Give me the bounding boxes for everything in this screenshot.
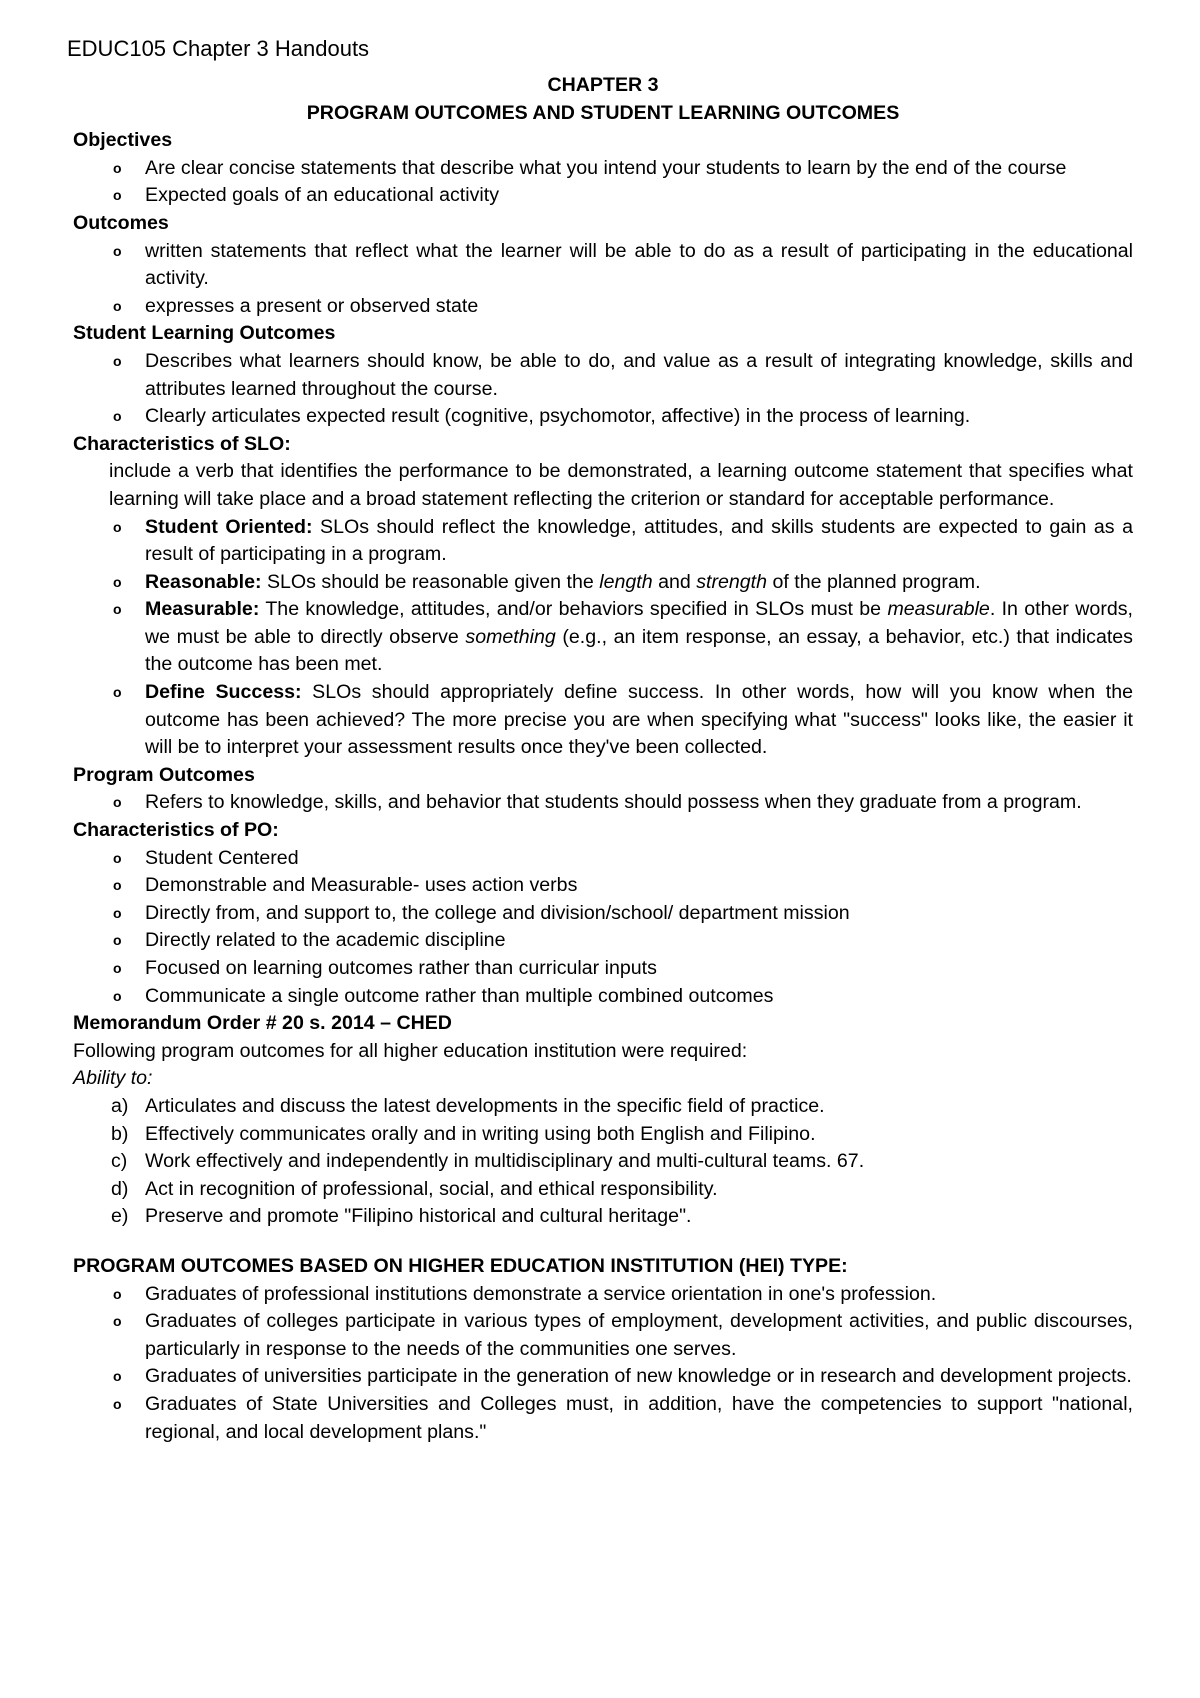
bullet-icon: o xyxy=(113,297,122,314)
list-item: o Graduates of State Universities and Colleges must, in addition, have the competencies to support "national, regional, and local development plans." xyxy=(113,1392,1133,1443)
bullet-icon: o xyxy=(113,960,122,976)
term-define-success: Define Success: xyxy=(145,681,302,704)
list-item: o expresses a present or observed state xyxy=(73,293,1133,321)
list-item: a) Articulates and discuss the latest developments in the specific field of practice. xyxy=(73,1093,1133,1121)
memo-intro: Following program outcomes for all higher education institution were required: xyxy=(73,1039,748,1062)
list-letter: c) xyxy=(111,1150,128,1173)
list-letter: d) xyxy=(111,1177,129,1200)
list-item: o Focused on learning outcomes rather than curricular inputs xyxy=(73,955,1133,983)
document-body xyxy=(73,72,1133,1446)
term-student-oriented: Student Oriented: xyxy=(145,515,313,538)
list-item: c) Work effectively and independently in multidisciplinary and multi-cultural teams. 67. xyxy=(73,1148,1133,1176)
bullet-icon: o xyxy=(113,877,122,894)
term-reasonable: Reasonable: xyxy=(145,570,262,593)
bullet-icon: o xyxy=(113,904,122,921)
slo-list xyxy=(73,348,1133,431)
list-item: o Student Centered xyxy=(73,845,1133,873)
memo-heading: Memorandum Order # 20 s. 2014 – CHED xyxy=(73,1012,452,1035)
hei-list xyxy=(73,1281,1133,1447)
list-item: o Measurable: The knowledge, attitudes, and/or behaviors specified in SLOs must be measurable. In other words, we must be able to directly observe something (e.g., an item response, an essay, a behavior, etc.) that indicates the outcome has been met. xyxy=(113,598,1133,676)
list-item: o Student Oriented: SLOs should reflect the knowledge, attitudes, and skills students are expected to gain as a result of participating in a program. xyxy=(113,515,1133,566)
program-outcomes-list xyxy=(73,789,1133,817)
bullet-icon: o xyxy=(113,518,122,535)
bullet-icon: o xyxy=(113,601,122,618)
bullet-icon: o xyxy=(113,987,122,1004)
bullet-icon: o xyxy=(113,352,122,369)
bullet-icon: o xyxy=(113,932,122,949)
bullet-icon: o xyxy=(113,1285,122,1302)
list-item: o Describes what learners should know, be able to do, and value as a result of integrating knowledge, skills and attributes learned throughout the course. xyxy=(113,349,1133,400)
list-item: e) Preserve and promote "Filipino historical and cultural heritage". xyxy=(73,1203,1133,1231)
list-item: d) Act in recognition of professional, social, and ethical responsibility. xyxy=(73,1176,1133,1204)
list-item: o Directly related to the academic discipline xyxy=(73,927,1133,955)
outcomes-heading: Outcomes xyxy=(73,211,169,234)
list-item: o Graduates of professional institutions demonstrate a service orientation in one's profession. xyxy=(73,1281,1133,1309)
list-item: b) Effectively communicates orally and in writing using both English and Filipino. xyxy=(73,1121,1133,1149)
bullet-icon: o xyxy=(113,684,122,701)
list-item: o Refers to knowledge, skills, and behavior that students should possess when they graduate from a program. xyxy=(73,789,1133,817)
bullet-icon: o xyxy=(113,1368,122,1385)
objectives-heading: Objectives xyxy=(73,129,173,152)
list-item: o written statements that reflect what the learner will be able to do as a result of participating in the educational activity. xyxy=(113,239,1133,290)
slo-characteristics-list xyxy=(73,514,1133,762)
memo-ability: Ability to: xyxy=(73,1067,153,1090)
list-item: o Expected goals of an educational activity xyxy=(73,182,1133,210)
list-item: o Directly from, and support to, the college and division/school/ department mission xyxy=(73,900,1133,928)
bullet-icon: o xyxy=(113,1395,122,1412)
list-item: o Clearly articulates expected result (cognitive, psychomotor, affective) in the process of learning. xyxy=(73,403,1133,431)
term-measurable: Measurable: xyxy=(145,598,260,621)
bullet-icon: o xyxy=(113,794,122,811)
list-item: o Demonstrable and Measurable- uses action verbs xyxy=(73,872,1133,900)
slo-characteristics-intro: include a verb that identifies the performance to be demonstrated, a learning outcome statement that specifies what learning will take place and a broad statement reflecting the criterion or standard for acceptable performance. xyxy=(109,460,1133,510)
bullet-icon: o xyxy=(113,1313,122,1330)
slo-characteristics-heading: Characteristics of SLO: xyxy=(73,432,291,455)
bullet-icon: o xyxy=(113,242,122,259)
slo-heading: Student Learning Outcomes xyxy=(73,322,336,345)
list-item: o Are clear concise statements that describe what you intend your students to learn by the end of the course xyxy=(73,155,1133,183)
document-header: EDUC105 Chapter 3 Handouts xyxy=(67,36,370,61)
po-characteristics-list-continued xyxy=(73,955,1133,1010)
bullet-icon: o xyxy=(113,159,122,176)
bullet-icon: o xyxy=(113,187,122,204)
objectives-list xyxy=(73,155,1133,210)
po-characteristics-list xyxy=(73,845,1133,955)
list-item: o Reasonable: SLOs should be reasonable given the length and strength of the planned program. xyxy=(73,569,1133,597)
list-item: o Communicate a single outcome rather than multiple combined outcomes xyxy=(73,983,1133,1011)
outcomes-list xyxy=(73,238,1133,321)
hei-heading: PROGRAM OUTCOMES BASED ON HIGHER EDUCATION INSTITUTION (HEI) TYPE: xyxy=(73,1254,848,1277)
program-outcomes-heading: Program Outcomes xyxy=(73,763,255,786)
list-letter: e) xyxy=(111,1205,129,1228)
bullet-icon: o xyxy=(113,573,122,590)
list-item: o Graduates of universities participate in the generation of new knowledge or in research and development projects. xyxy=(73,1363,1133,1391)
list-letter: a) xyxy=(111,1094,129,1117)
list-letter: b) xyxy=(111,1122,129,1145)
memo-outcomes-list xyxy=(73,1093,1133,1231)
list-item: o Define Success: SLOs should appropriately define success. In other words, how will you know when the outcome has been achieved? The more precise you are when specifying what "success" looks like, the easier it will be to interpret your assessment results once they've been collected. xyxy=(113,681,1134,759)
bullet-icon: o xyxy=(113,849,122,866)
chapter-title: PROGRAM OUTCOMES AND STUDENT LEARNING OUTCOMES xyxy=(306,101,900,124)
list-item: o Graduates of colleges participate in various types of employment, development activities, and public discourses, particularly in response to the needs of the communities one serves. xyxy=(113,1310,1133,1360)
po-characteristics-heading: Characteristics of PO: xyxy=(73,819,279,842)
bullet-icon: o xyxy=(113,408,122,425)
chapter-number: CHAPTER 3 xyxy=(547,74,659,96)
